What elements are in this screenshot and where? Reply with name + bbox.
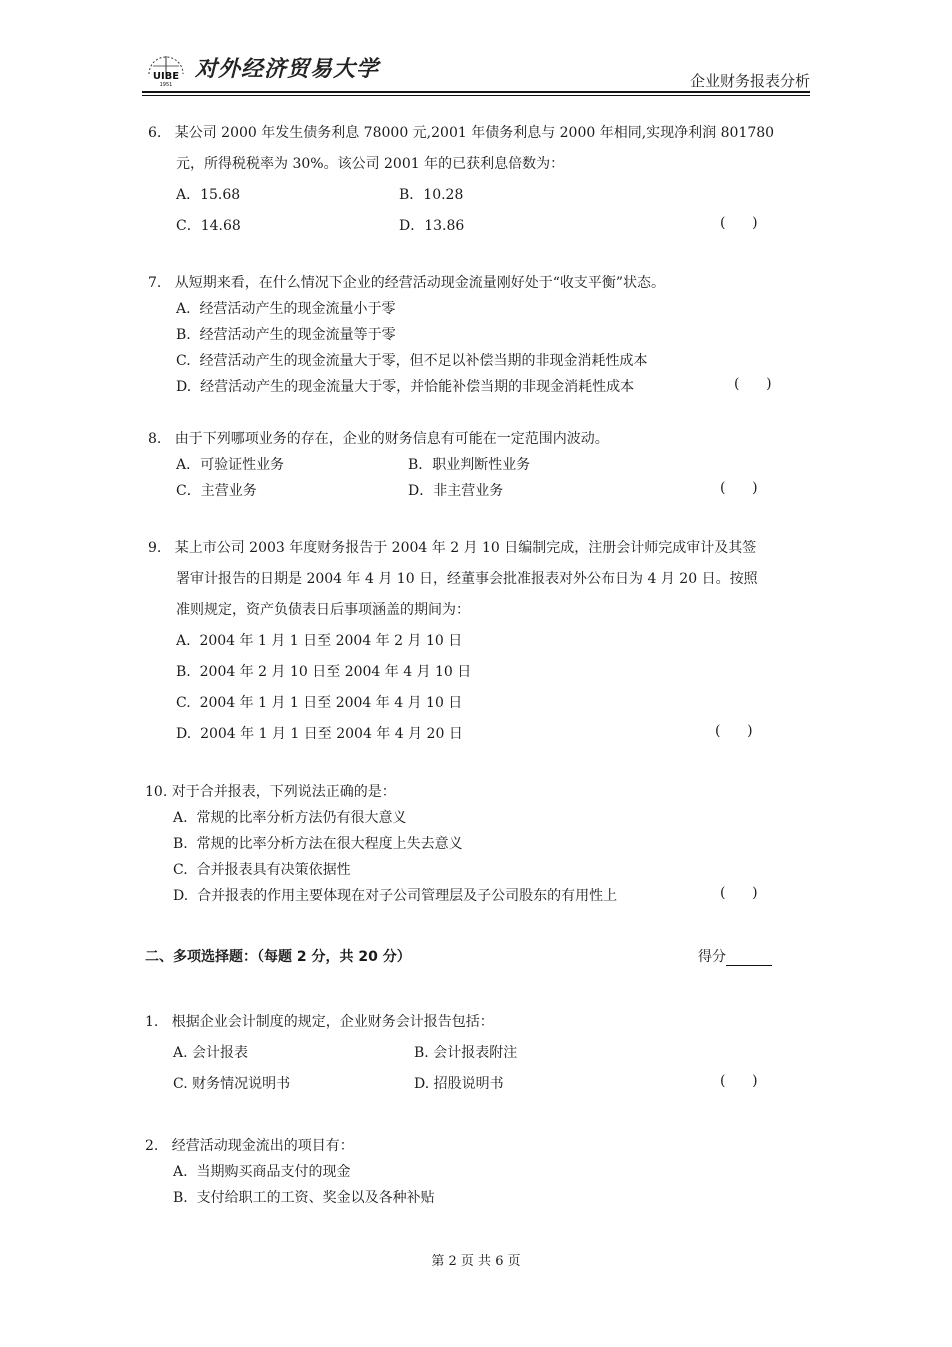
university-logo-icon [145,52,187,88]
q10-option-a: A. 常规的比率分析方法仍有很大意义 [173,810,407,826]
q6-stem-line1: 6. 某公司 2000 年发生债务利息 78000 元,2001 年债务利息与 2000 年相同,实现净利润 801780 [148,125,775,141]
q10-stem: 10. 对于合并报表，下列说法正确的是： [145,784,396,800]
q8-option-c: C．主营业务 [176,483,257,499]
page-number: 第 2 页 共 6 页 [431,1254,521,1269]
q7-option-d: D. 经营活动产生的现金流量大于零，并恰能补偿当期的非现金消耗性成本 [176,379,635,395]
q9-option-c: C. 2004 年 1 月 1 日至 2004 年 4 月 10 日 [176,695,463,711]
q8-option-d: D．非主营业务 [408,483,504,499]
q6-stem-line2: 元，所得税税率为 30%。该公司 2001 年的已获利息倍数为： [176,156,565,172]
q10-option-c: C. 合并报表具有决策依据性 [173,862,351,878]
m1-option-b: B. 会计报表附注 [414,1045,518,1061]
m1-option-d: D. 招股说明书 [414,1076,504,1092]
m1-stem: 1. 根据企业会计制度的规定，企业财务会计报告包括： [145,1014,494,1030]
m1-option-c: C. 财务情况说明书 [173,1076,291,1092]
q7-option-c: C. 经营活动产生的现金流量大于零，但不足以补偿当期的非现金消耗性成本 [176,353,648,369]
q6-option-a: A．15.68 [176,187,241,203]
q10-answer-blank: ( ) [720,885,758,901]
logo-year: 1951 [159,82,173,88]
q9-option-d: D. 2004 年 1 月 1 日至 2004 年 4 月 20 日 [176,726,463,742]
q6-option-b: B．10.28 [399,187,464,203]
q8-option-a: A．可验证性业务 [176,457,285,473]
q6-option-c: C．14.68 [176,218,241,234]
university-name: 对外经济贸易大学 [195,56,380,82]
q10-option-b: B. 常规的比率分析方法在很大程度上失去意义 [173,836,463,852]
q9-option-a: A. 2004 年 1 月 1 日至 2004 年 2 月 10 日 [176,633,463,649]
q8-stem: 8. 由于下列哪项业务的存在，企业的财务信息有可能在一定范围内波动。 [148,431,609,447]
q9-stem-line1: 9. 某上市公司 2003 年度财务报告于 2004 年 2 月 10 日编制完成，注册会计师完成审计及其签 [148,540,757,556]
q10-option-d: D. 合并报表的作用主要体现在对子公司管理层及子公司股东的有用性上 [173,888,618,904]
score-blank [726,951,772,966]
q9-stem-line3: 准则规定，资产负债表日后事项涵盖的期间为： [176,602,470,618]
section2-score [698,946,772,966]
m2-option-b: B. 支付给职工的工资、奖金以及各种补贴 [173,1190,435,1206]
q7-option-b: B. 经营活动产生的现金流量等于零 [176,327,396,343]
q8-answer-blank: ( ) [720,480,758,496]
q8-option-b: B．职业判断性业务 [408,457,531,473]
q9-answer-blank: ( ) [715,723,753,739]
q7-answer-blank: ( ) [734,376,772,392]
section2-title: 二、多项选择题：（每题 2 分，共 20 分） [145,949,411,965]
q6-option-d: D．13.86 [399,218,465,234]
m1-answer-blank: ( ) [720,1073,758,1089]
q6-answer-blank: ( ) [720,215,758,231]
m1-option-a: A. 会计报表 [173,1045,249,1061]
m2-option-a: A. 当期购买商品支付的现金 [173,1164,351,1180]
score-label: 得分 [698,949,726,965]
q9-option-b: B. 2004 年 2 月 10 日至 2004 年 4 月 10 日 [176,664,472,680]
m2-stem: 2. 经营活动现金流出的项目有： [145,1138,354,1154]
header-divider [142,91,810,96]
q7-option-a: A. 经营活动产生的现金流量小于零 [176,301,396,317]
logo-abbrev: UIBE [152,71,180,82]
course-title: 企业财务报表分析 [689,72,810,90]
q7-stem: 7. 从短期来看，在什么情况下企业的经营活动现金流量刚好处于“收支平衡”状态。 [148,275,666,291]
q9-stem-line2: 署审计报告的日期是 2004 年 4 月 10 日，经董事会批准报表对外公布日为 4 月 20 日。按照 [176,571,758,587]
